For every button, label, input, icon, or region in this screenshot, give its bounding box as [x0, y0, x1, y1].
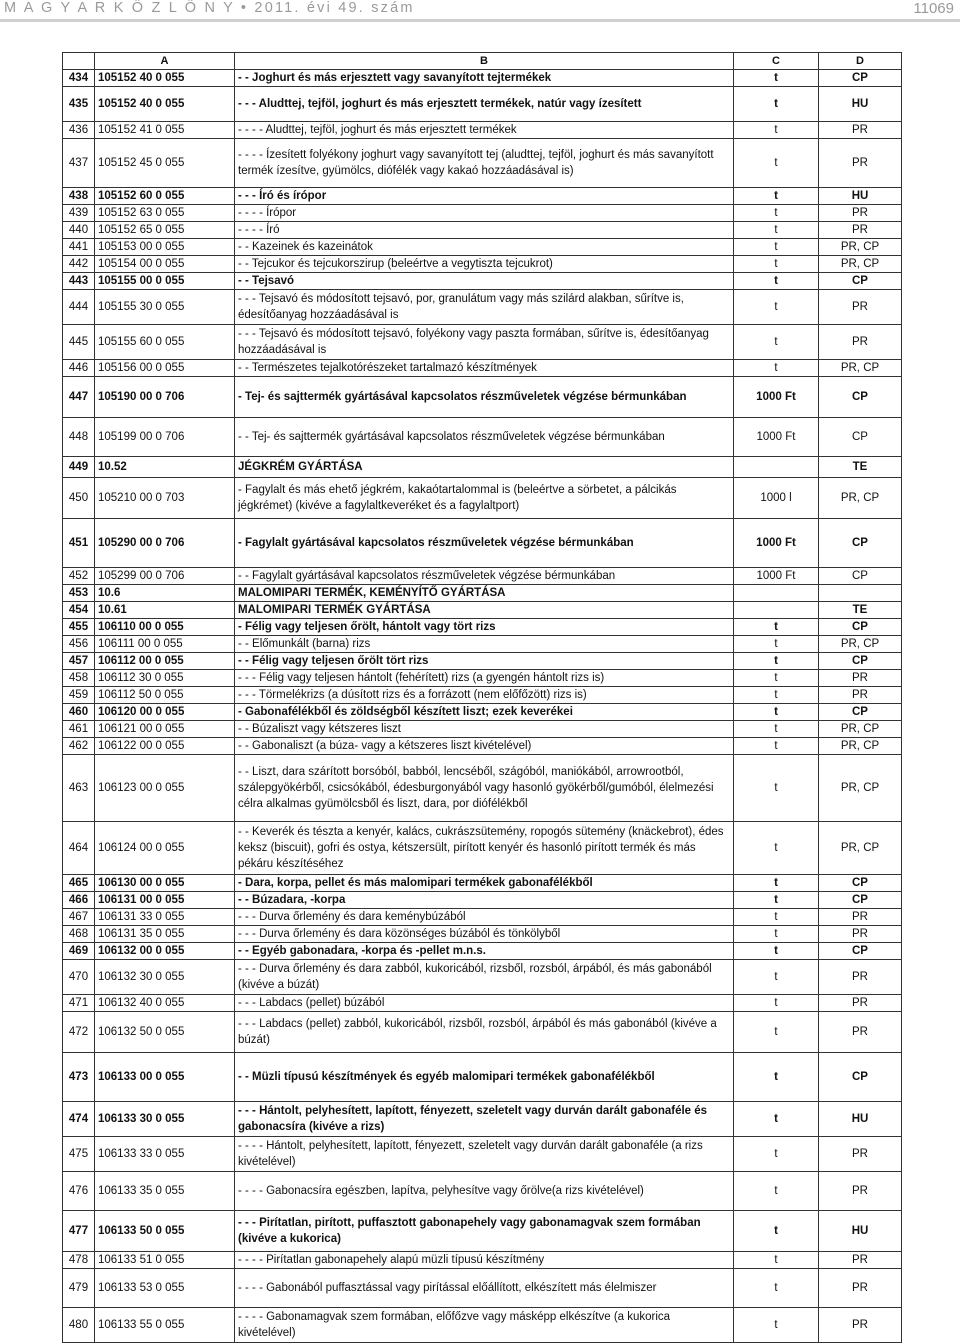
unit: t — [734, 1308, 819, 1343]
row-number: 477 — [63, 1211, 95, 1252]
stat-type: PR — [819, 926, 902, 943]
item-description: - - Keverék és tészta a kenyér, kalács, cukrászsütemény, ropogós sütemény (knäckebrot), édes keksz (biscuit), gofri és ostya, kétszersült, pirított kenyér és hasonló pirított termék és más pékáru készítéséhez — [235, 822, 734, 875]
item-code: 106131 00 0 055 — [95, 892, 235, 909]
item-code: 10.61 — [95, 602, 235, 619]
table-row — [63, 619, 902, 636]
stat-type: CP — [819, 273, 902, 290]
table-row — [63, 636, 902, 653]
row-number: 439 — [63, 205, 95, 222]
item-description: - - - - Író — [235, 222, 734, 239]
table-row — [63, 704, 902, 721]
unit: t — [734, 256, 819, 273]
row-number: 449 — [63, 457, 95, 478]
row-number: 447 — [63, 377, 95, 418]
item-description: - - Búzadara, -korpa — [235, 892, 734, 909]
item-description: - Félig vagy teljesen őrölt, hántolt vagy tört rizs — [235, 619, 734, 636]
item-code: 106133 00 0 055 — [95, 1053, 235, 1102]
stat-type: PR, CP — [819, 360, 902, 377]
table-row — [63, 139, 902, 188]
stat-type: CP — [819, 892, 902, 909]
table-row — [63, 478, 902, 519]
item-description: - - - Tejsavó és módosított tejsavó, folyékony vagy paszta formában, sűrítve is, édesítőanyag hozzáadásával is — [235, 325, 734, 360]
stat-type: CP — [819, 704, 902, 721]
item-code: 106132 30 0 055 — [95, 960, 235, 995]
stat-type: CP — [819, 619, 902, 636]
table-row — [63, 377, 902, 418]
stat-type: PR, CP — [819, 738, 902, 755]
table-row — [63, 239, 902, 256]
stat-type: PR — [819, 1308, 902, 1343]
table-row — [63, 943, 902, 960]
item-code: 106133 50 0 055 — [95, 1211, 235, 1252]
item-description: - - Tej- és sajttermék gyártásával kapcsolatos részműveletek végzése bérmunkában — [235, 418, 734, 457]
unit: t — [734, 943, 819, 960]
unit — [734, 585, 819, 602]
row-number: 452 — [63, 568, 95, 585]
unit: t — [734, 273, 819, 290]
row-number: 453 — [63, 585, 95, 602]
row-number: 457 — [63, 653, 95, 670]
item-description: - - - - Gabonából puffasztással vagy pirítással előállított, elkészített más élelmiszer — [235, 1269, 734, 1308]
table-row — [63, 875, 902, 892]
unit: t — [734, 70, 819, 87]
row-number: 446 — [63, 360, 95, 377]
row-number: 465 — [63, 875, 95, 892]
stat-type: CP — [819, 418, 902, 457]
unit: t — [734, 122, 819, 139]
table-row — [63, 1172, 902, 1211]
item-code: 106112 50 0 055 — [95, 687, 235, 704]
unit: t — [734, 1012, 819, 1053]
stat-type: PR, CP — [819, 721, 902, 738]
unit: t — [734, 995, 819, 1012]
unit: t — [734, 619, 819, 636]
row-number: 461 — [63, 721, 95, 738]
item-code: 106110 00 0 055 — [95, 619, 235, 636]
unit: t — [734, 360, 819, 377]
table-row — [63, 290, 902, 325]
unit: t — [734, 636, 819, 653]
item-code: 105156 00 0 055 — [95, 360, 235, 377]
row-number: 470 — [63, 960, 95, 995]
row-number: 455 — [63, 619, 95, 636]
stat-type: PR, CP — [819, 755, 902, 822]
item-code: 105155 60 0 055 — [95, 325, 235, 360]
unit: t — [734, 875, 819, 892]
item-description: - Gabonafélékből és zöldségből készített liszt; ezek keverékei — [235, 704, 734, 721]
unit: t — [734, 290, 819, 325]
item-code: 106111 00 0 055 — [95, 636, 235, 653]
row-number: 462 — [63, 738, 95, 755]
table-row — [63, 755, 902, 822]
item-description: - - - Durva őrlemény és dara zabból, kukoricából, rizsből, rozsból, árpából, és más gabonából (kivéve a búzát) — [235, 960, 734, 995]
item-code: 105152 65 0 055 — [95, 222, 235, 239]
row-number: 467 — [63, 909, 95, 926]
table-row — [63, 87, 902, 122]
item-code: 10.6 — [95, 585, 235, 602]
item-description: - - - - Pirítatlan gabonapehely alapú müzli típusú készítmény — [235, 1252, 734, 1269]
stat-type: PR — [819, 670, 902, 687]
item-description: - Dara, korpa, pellet és más malomipari termékek gabonafélékből — [235, 875, 734, 892]
unit: t — [734, 721, 819, 738]
stat-type: CP — [819, 943, 902, 960]
item-description: - - - Író és írópor — [235, 188, 734, 205]
item-code: 10.52 — [95, 457, 235, 478]
unit: t — [734, 755, 819, 822]
item-code: 105199 00 0 706 — [95, 418, 235, 457]
item-code: 106133 35 0 055 — [95, 1172, 235, 1211]
stat-type: PR — [819, 960, 902, 995]
header-rule — [0, 19, 960, 22]
table-row — [63, 738, 902, 755]
unit: t — [734, 738, 819, 755]
item-code: 106121 00 0 055 — [95, 721, 235, 738]
row-number: 436 — [63, 122, 95, 139]
row-number: 468 — [63, 926, 95, 943]
table-row — [63, 892, 902, 909]
stat-type: PR — [819, 995, 902, 1012]
item-code: 106133 51 0 055 — [95, 1252, 235, 1269]
stat-type: PR — [819, 1172, 902, 1211]
item-code: 106132 00 0 055 — [95, 943, 235, 960]
item-code: 105155 00 0 055 — [95, 273, 235, 290]
stat-type: PR — [819, 1252, 902, 1269]
item-description: - - Búzaliszt vagy kétszeres liszt — [235, 721, 734, 738]
stat-type: HU — [819, 1102, 902, 1137]
unit: t — [734, 205, 819, 222]
item-description: - - Joghurt és más erjesztett vagy savanyított tejtermékek — [235, 70, 734, 87]
row-number: 444 — [63, 290, 95, 325]
page-header — [0, 0, 960, 22]
table-row — [63, 687, 902, 704]
table-row — [63, 926, 902, 943]
stat-type: HU — [819, 87, 902, 122]
unit: t — [734, 960, 819, 995]
table-row — [63, 1308, 902, 1343]
item-description: - - Gabonaliszt (a búza- vagy a kétszeres liszt kivételével) — [235, 738, 734, 755]
row-number: 473 — [63, 1053, 95, 1102]
item-description: - - Egyéb gabonadara, -korpa és -pellet m.n.s. — [235, 943, 734, 960]
stat-type: CP — [819, 568, 902, 585]
stat-type: CP — [819, 1053, 902, 1102]
item-description: - - - Pirítatlan, pirított, puffasztott gabonapehely vagy gabonamagvak szem formában (kivéve a kukorica) — [235, 1211, 734, 1252]
unit: t — [734, 1211, 819, 1252]
stat-type: PR, CP — [819, 239, 902, 256]
stat-type: TE — [819, 602, 902, 619]
item-code: 105153 00 0 055 — [95, 239, 235, 256]
row-number: 438 — [63, 188, 95, 205]
item-code: 105152 63 0 055 — [95, 205, 235, 222]
item-code: 105290 00 0 706 — [95, 519, 235, 568]
item-code: 106133 55 0 055 — [95, 1308, 235, 1343]
item-code: 106131 35 0 055 — [95, 926, 235, 943]
stat-type: PR — [819, 325, 902, 360]
table-row — [63, 457, 902, 478]
stat-type: TE — [819, 457, 902, 478]
unit — [734, 457, 819, 478]
unit: t — [734, 909, 819, 926]
item-description: - - - - Hántolt, pelyhesített, lapított, fényezett, szeletelt vagy durván darált gabonaféle (a rizs kivételével) — [235, 1137, 734, 1172]
row-number: 479 — [63, 1269, 95, 1308]
table-row — [63, 653, 902, 670]
row-number: 454 — [63, 602, 95, 619]
item-description: - Fagylalt gyártásával kapcsolatos részműveletek végzése bérmunkában — [235, 519, 734, 568]
item-description: - - Természetes tejalkotórészeket tartalmazó készítmények — [235, 360, 734, 377]
unit: t — [734, 892, 819, 909]
table-row — [63, 670, 902, 687]
item-description: - - - Labdacs (pellet) zabból, kukoricából, rizsből, rozsból, árpából és más gabonából (kivéve a búzát) — [235, 1012, 734, 1053]
item-code: 106132 50 0 055 — [95, 1012, 235, 1053]
table-row — [63, 1053, 902, 1102]
table-row — [63, 721, 902, 738]
item-code: 105152 41 0 055 — [95, 122, 235, 139]
row-number: 448 — [63, 418, 95, 457]
unit: t — [734, 188, 819, 205]
item-description: - - - Félig vagy teljesen hántolt (fehérített) rizs (a gyengén hántolt rizs is) — [235, 670, 734, 687]
table-row — [63, 1012, 902, 1053]
unit: 1000 Ft — [734, 519, 819, 568]
unit: 1000 Ft — [734, 418, 819, 457]
unit: t — [734, 1053, 819, 1102]
row-number: 472 — [63, 1012, 95, 1053]
item-code: 106120 00 0 055 — [95, 704, 235, 721]
unit: t — [734, 704, 819, 721]
row-number: 443 — [63, 273, 95, 290]
item-description: - - - Tejsavó és módosított tejsavó, por, granulátum vagy más szilárd alakban, sűrítve is, édesítőanyag hozzáadásával is — [235, 290, 734, 325]
row-number: 450 — [63, 478, 95, 519]
stat-type: PR — [819, 1269, 902, 1308]
item-description: - - - Törmelékrizs (a dúsított rizs és a forrázott (nem előfőzött) rizs is) — [235, 687, 734, 704]
unit: t — [734, 670, 819, 687]
item-code: 106123 00 0 055 — [95, 755, 235, 822]
item-code: 105190 00 0 706 — [95, 377, 235, 418]
row-number: 440 — [63, 222, 95, 239]
item-description: - Fagylalt és más ehető jégkrém, kakaótartalommal is (beleértve a sörbetet, a pálcikás jégkrémet) (kivéve a fagylaltkeveréket és a fagylaltport) — [235, 478, 734, 519]
item-description: - - - - Gabonacsíra egészben, lapítva, pelyhesítve vagy őrölve(a rizs kivételével) — [235, 1172, 734, 1211]
row-number: 437 — [63, 139, 95, 188]
stat-type: PR, CP — [819, 636, 902, 653]
item-description: - - Fagylalt gyártásával kapcsolatos részműveletek végzése bérmunkában — [235, 568, 734, 585]
table-row — [63, 418, 902, 457]
unit: t — [734, 653, 819, 670]
stat-type: PR — [819, 205, 902, 222]
unit: t — [734, 222, 819, 239]
row-number: 480 — [63, 1308, 95, 1343]
row-number: 460 — [63, 704, 95, 721]
item-description: - - - Aludttej, tejföl, joghurt és más erjesztett termékek, natúr vagy ízesített — [235, 87, 734, 122]
stat-type: PR — [819, 222, 902, 239]
unit: t — [734, 1102, 819, 1137]
item-description: - - Előmunkált (barna) rizs — [235, 636, 734, 653]
row-number: 469 — [63, 943, 95, 960]
row-number: 434 — [63, 70, 95, 87]
table-row — [63, 519, 902, 568]
item-description: MALOMIPARI TERMÉK, KEMÉNYÍTŐ GYÁRTÁSA — [235, 585, 734, 602]
item-description: - Tej- és sajttermék gyártásával kapcsolatos részműveletek végzése bérmunkában — [235, 377, 734, 418]
item-description: - - - - Írópor — [235, 205, 734, 222]
table-row — [63, 360, 902, 377]
row-number: 459 — [63, 687, 95, 704]
stat-type: PR — [819, 290, 902, 325]
item-description: - - - Durva őrlemény és dara közönséges búzából és tönkölyből — [235, 926, 734, 943]
row-number: 466 — [63, 892, 95, 909]
stat-type: PR — [819, 1137, 902, 1172]
unit: t — [734, 926, 819, 943]
unit: 1000 Ft — [734, 377, 819, 418]
item-code: 106122 00 0 055 — [95, 738, 235, 755]
table-row — [63, 1102, 902, 1137]
item-description: - - Kazeinek és kazeinátok — [235, 239, 734, 256]
item-code: 106132 40 0 055 — [95, 995, 235, 1012]
item-description: - - - Hántolt, pelyhesített, lapított, fényezett, szeletelt vagy durván darált gabonaféle és gabonacsíra (kivéve a rizs) — [235, 1102, 734, 1137]
page-number: 11069 — [913, 0, 954, 17]
row-number: 464 — [63, 822, 95, 875]
table-row — [63, 256, 902, 273]
table-row — [63, 568, 902, 585]
table-row — [63, 205, 902, 222]
item-code: 105152 60 0 055 — [95, 188, 235, 205]
table-row — [63, 188, 902, 205]
column-header-b: B — [235, 53, 734, 70]
row-number: 476 — [63, 1172, 95, 1211]
stat-type: PR, CP — [819, 478, 902, 519]
unit: t — [734, 1269, 819, 1308]
stat-type: CP — [819, 875, 902, 892]
unit: t — [734, 325, 819, 360]
item-description: JÉGKRÉM GYÁRTÁSA — [235, 457, 734, 478]
stat-type: PR — [819, 1012, 902, 1053]
stat-type: CP — [819, 70, 902, 87]
item-code: 105154 00 0 055 — [95, 256, 235, 273]
row-number: 442 — [63, 256, 95, 273]
row-number: 478 — [63, 1252, 95, 1269]
table-row — [63, 1252, 902, 1269]
unit: t — [734, 87, 819, 122]
item-code: 105152 45 0 055 — [95, 139, 235, 188]
stat-type: CP — [819, 653, 902, 670]
row-number: 441 — [63, 239, 95, 256]
item-code: 106112 30 0 055 — [95, 670, 235, 687]
table-row — [63, 1269, 902, 1308]
row-number: 435 — [63, 87, 95, 122]
item-description: - - Müzli típusú készítmények és egyéb malomipari termékek gabonafélékből — [235, 1053, 734, 1102]
row-number: 456 — [63, 636, 95, 653]
item-description: - - Félig vagy teljesen őrölt tört rizs — [235, 653, 734, 670]
item-code: 105210 00 0 703 — [95, 478, 235, 519]
unit: 1000 l — [734, 478, 819, 519]
item-code: 105299 00 0 706 — [95, 568, 235, 585]
item-code: 105155 30 0 055 — [95, 290, 235, 325]
unit: t — [734, 239, 819, 256]
unit: t — [734, 1172, 819, 1211]
table-row — [63, 122, 902, 139]
item-code: 105152 40 0 055 — [95, 87, 235, 122]
stat-type: PR — [819, 122, 902, 139]
item-code: 106133 53 0 055 — [95, 1269, 235, 1308]
row-number: 475 — [63, 1137, 95, 1172]
table-row — [63, 822, 902, 875]
item-description: - - - - Ízesített folyékony joghurt vagy savanyított tej (aludttej, tejföl, joghurt és más savanyított termék ízesítve, gyümölcs, diófélék vagy kakaó hozzáadásával is) — [235, 139, 734, 188]
row-number: 474 — [63, 1102, 95, 1137]
item-code: 106131 33 0 055 — [95, 909, 235, 926]
unit: t — [734, 1137, 819, 1172]
stat-type: PR — [819, 139, 902, 188]
item-code: 106130 00 0 055 — [95, 875, 235, 892]
table-row — [63, 273, 902, 290]
item-description: - - Tejcukor és tejcukorszirup (beleértve a vegytiszta tejcukrot) — [235, 256, 734, 273]
table-row — [63, 995, 902, 1012]
journal-title: M A G Y A R K Ö Z L Ö N Y • 2011. évi 49. szám — [4, 0, 415, 16]
unit: t — [734, 687, 819, 704]
row-number: 458 — [63, 670, 95, 687]
stat-type: PR, CP — [819, 256, 902, 273]
item-description: - - - Durva őrlemény és dara keménybúzából — [235, 909, 734, 926]
row-number: 451 — [63, 519, 95, 568]
stat-type: HU — [819, 1211, 902, 1252]
table-row — [63, 909, 902, 926]
item-description: - - Tejsavó — [235, 273, 734, 290]
table-row — [63, 960, 902, 995]
stat-type — [819, 585, 902, 602]
item-description: MALOMIPARI TERMÉK GYÁRTÁSA — [235, 602, 734, 619]
item-code: 106133 33 0 055 — [95, 1137, 235, 1172]
stat-type: PR — [819, 687, 902, 704]
stat-type: PR — [819, 909, 902, 926]
table-row — [63, 585, 902, 602]
table-row — [63, 70, 902, 87]
item-description: - - Liszt, dara szárított borsóból, babból, lencséből, szágóból, maniókából, arrowrootból, szálepgyökérből, csicsókából, édesburgonyából vagy hasonló gyökérből/gumóból, élelmezési célra alkalmas gyümölcsből és liszt, dara, por diófélékből — [235, 755, 734, 822]
table-row — [63, 1211, 902, 1252]
item-description: - - - - Gabonamagvak szem formában, előfőzve vagy másképp elkészítve (a kukorica kivételével) — [235, 1308, 734, 1343]
column-header-d: D — [819, 53, 902, 70]
table-row — [63, 1137, 902, 1172]
unit: t — [734, 139, 819, 188]
column-header-blank — [63, 53, 95, 70]
unit: t — [734, 1252, 819, 1269]
item-code: 105152 40 0 055 — [95, 70, 235, 87]
stat-type: HU — [819, 188, 902, 205]
table-row — [63, 602, 902, 619]
unit — [734, 602, 819, 619]
item-code: 106124 00 0 055 — [95, 822, 235, 875]
column-header-row — [63, 53, 902, 70]
table-row — [63, 325, 902, 360]
item-description: - - - Labdacs (pellet) búzából — [235, 995, 734, 1012]
item-description: - - - - Aludttej, tejföl, joghurt és más erjesztett termékek — [235, 122, 734, 139]
item-code: 106133 30 0 055 — [95, 1102, 235, 1137]
column-header-a: A — [95, 53, 235, 70]
stat-type: PR, CP — [819, 822, 902, 875]
unit: t — [734, 822, 819, 875]
row-number: 445 — [63, 325, 95, 360]
stat-type: CP — [819, 519, 902, 568]
product-table — [62, 52, 902, 1343]
row-number: 463 — [63, 755, 95, 822]
unit: 1000 Ft — [734, 568, 819, 585]
column-header-c: C — [734, 53, 819, 70]
item-code: 106112 00 0 055 — [95, 653, 235, 670]
table-row — [63, 222, 902, 239]
row-number: 471 — [63, 995, 95, 1012]
stat-type: CP — [819, 377, 902, 418]
